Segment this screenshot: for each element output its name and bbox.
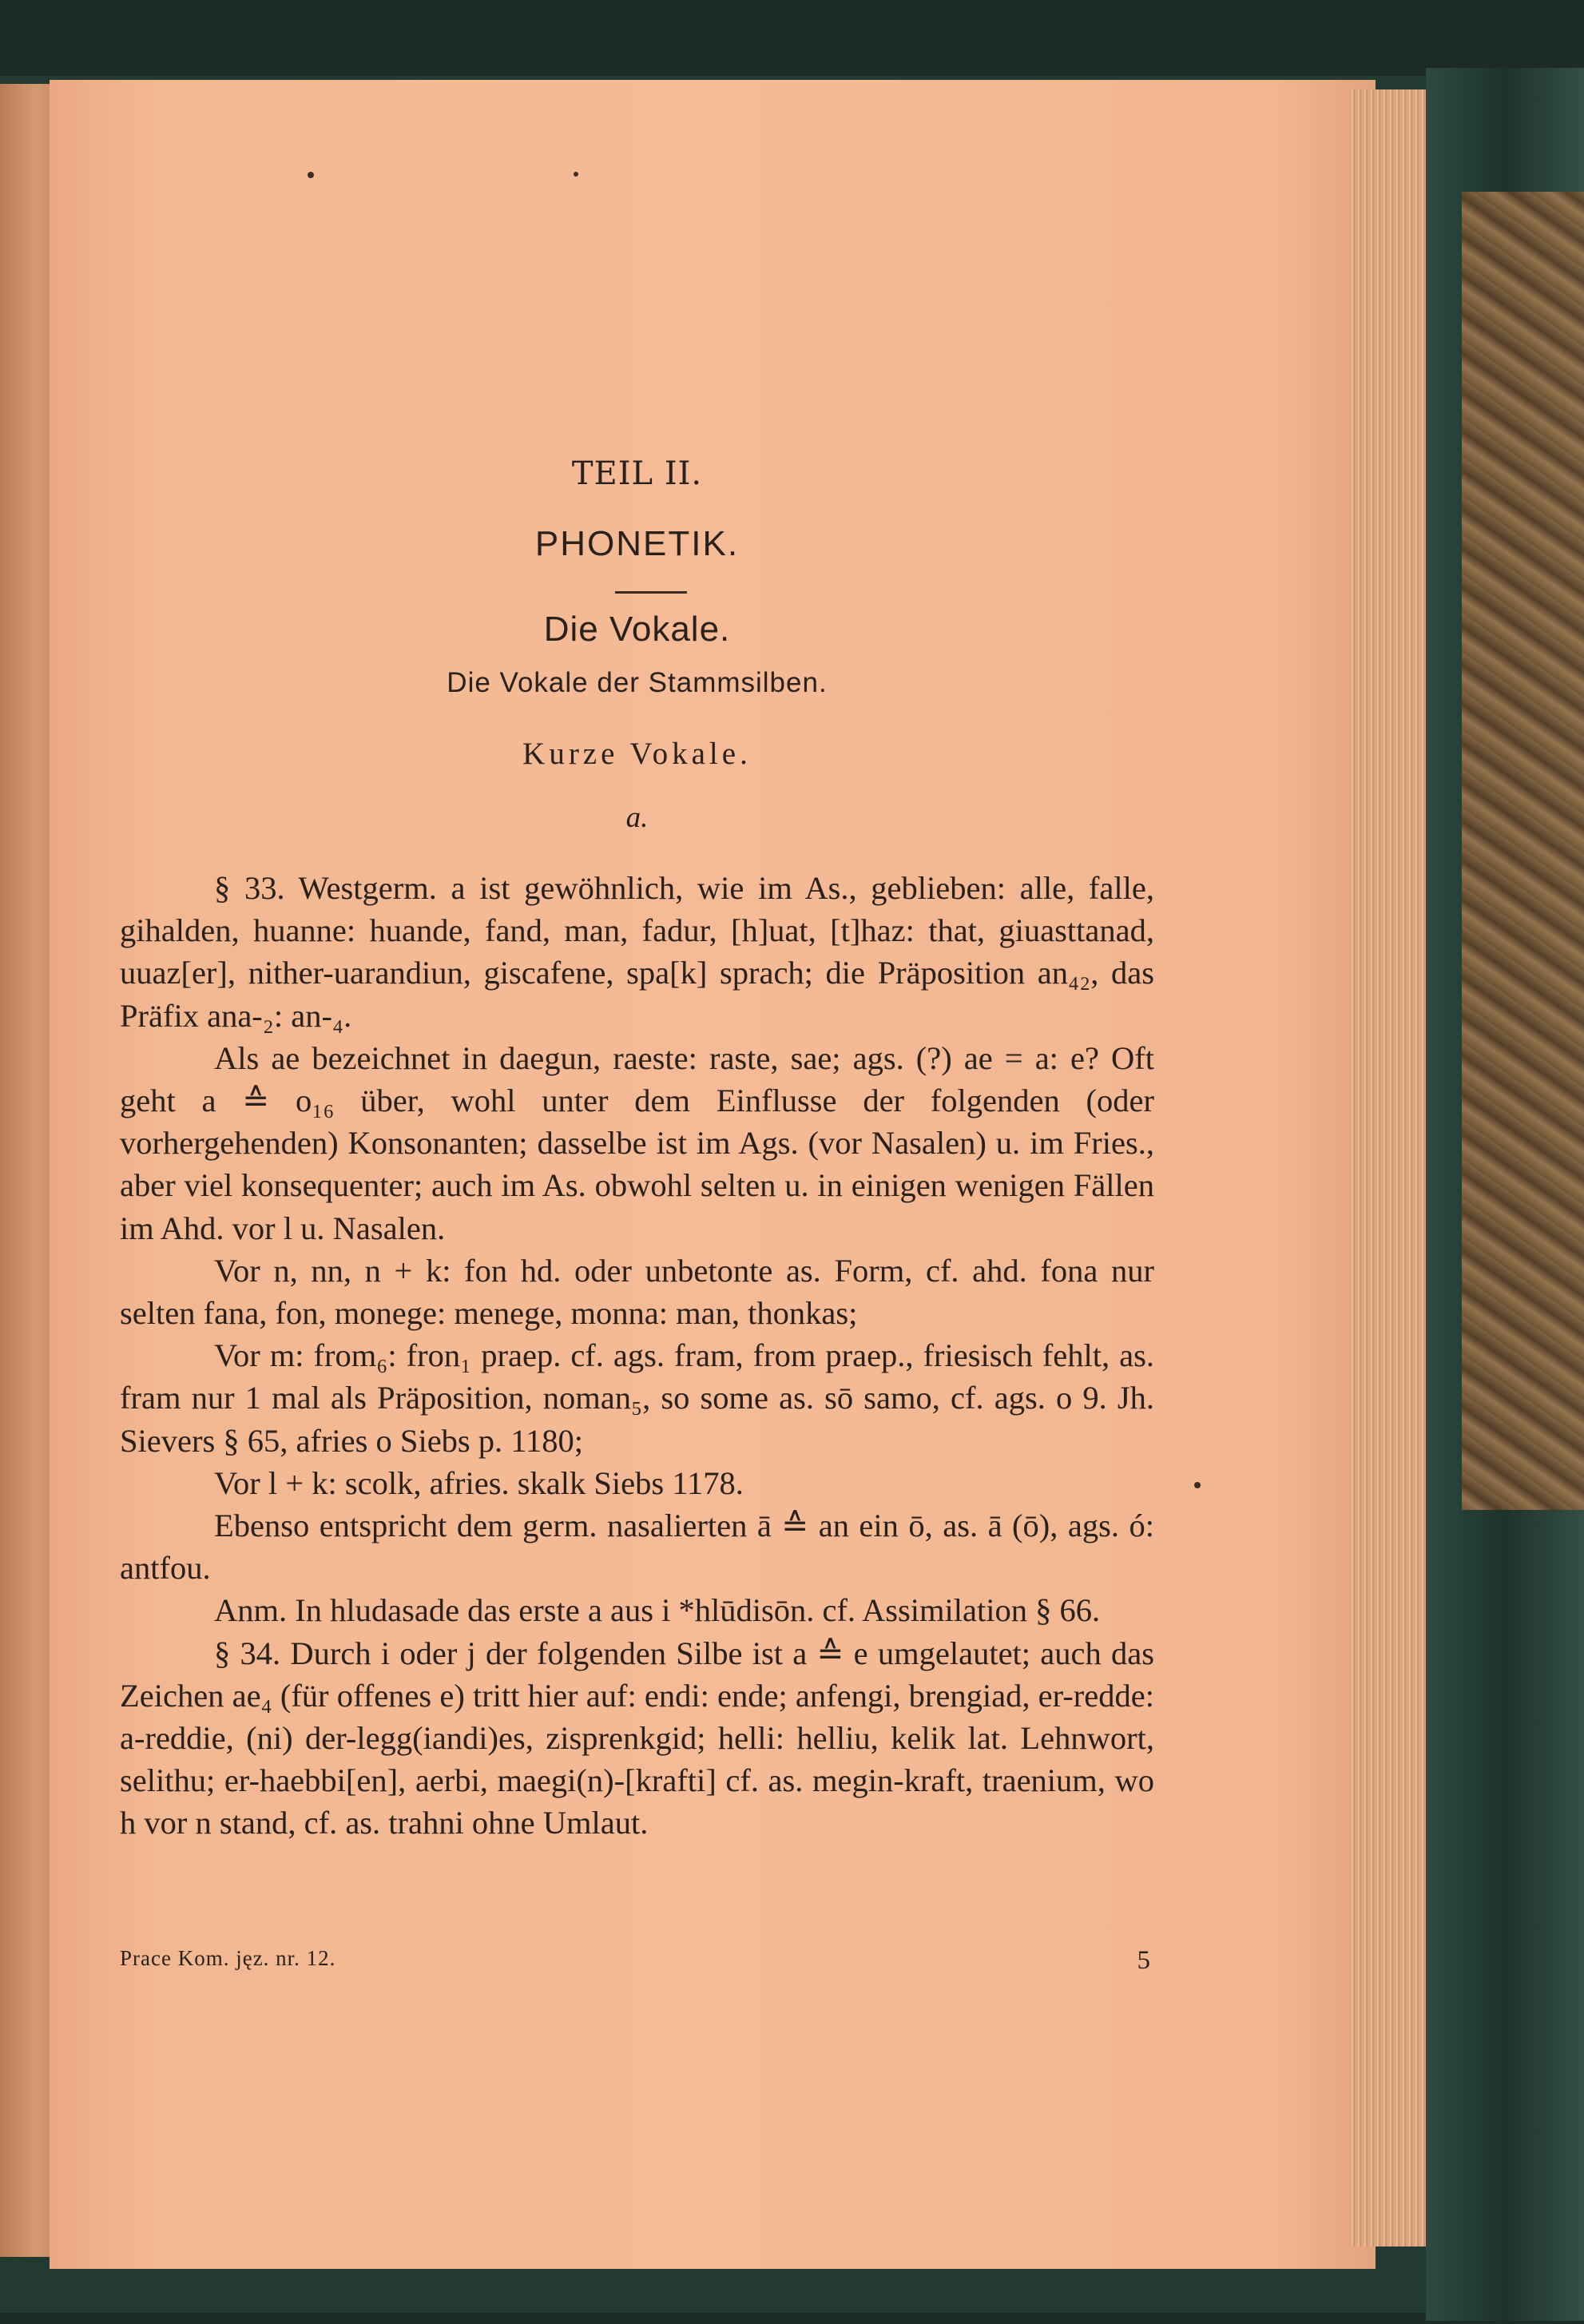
speck (574, 172, 578, 177)
text-block (120, 455, 1154, 1845)
paragraph: Vor l + k: scolk, afries. skalk Siebs 1178. (214, 1464, 744, 1501)
speck (1194, 1482, 1201, 1488)
group-heading: Kurze Vokale. (522, 737, 752, 771)
paragraph: Anm. In hludasade das erste a aus i *hlūdisōn. cf. Assimilation § 66. (214, 1592, 1101, 1629)
page-stack-edges (1350, 89, 1426, 2247)
subchapter-heading: Die Vokale der Stammsilben. (447, 667, 828, 698)
marbled-cover (1462, 192, 1584, 1510)
paragraph: Ebenso entspricht dem germ. nasalierten ā ≙ an ein ō, as. ā (ō), ags. ó: antfou. (120, 1508, 1154, 1587)
body-text (120, 867, 1154, 1845)
section-heading: PHONETIK. (534, 524, 740, 563)
chapter-heading: Die Vokale. (543, 610, 731, 649)
page-number: 5 (1137, 1946, 1150, 1975)
heading-rule (615, 591, 687, 594)
paragraph: Als ae bezeichnet in daegun, raeste: raste, sae; ags. (?) ae = a: e? Oft geht a ≙ o₁₆ über, wohl unter dem Einflusse der folgenden (oder vorhergehenden) Konsonanten; dasselbe ist im Ags. (vor Nasalen) u. im Fries., aber viel konsequenter; auch im As. obwohl selten u. in einigen wenigen Fällen im Ahd. vor l u. Nasalen. (120, 1039, 1154, 1246)
series-note: Prace Kom. jęz. nr. 12. (120, 1946, 336, 1970)
speck (308, 172, 314, 178)
letter-heading: a. (625, 801, 649, 834)
paragraph: Vor n, nn, n + k: fon hd. oder unbetonte as. Form, cf. ahd. fona nur selten fana, fon, monege: menege, monna: man, thonkas; (120, 1252, 1154, 1332)
part-heading: TEIL II. (571, 455, 703, 492)
paragraph: § 33. Westgerm. a ist gewöhnlich, wie im As., geblieben: alle, falle, gihalden, huanne: huande, fand, man, fadur, [h]uat, [t]haz: that, giuasttanad, uuaz[er], nither-uarandiun, giscafene, spa[k] sprach; die Präposition an₄₂, das Präfix ana-₂: an-₄. (120, 870, 1154, 1034)
paragraph: § 34. Durch i oder j der folgenden Silbe ist a ≙ e umgelautet; auch das Zeichen ae₄ (für offenes e) tritt hier auf: endi: ende; anfengi, brengiad, er-redde: a-reddie, (ni) der-legg(iandi)es, zisprenkgid; helli: helliu, kelik lat. Lehnwort, selithu; er-haebbi[en], aerbi, maegi(n)-[krafti] cf. as. megin-kraft, traenium, wo h vor n stand, cf. as. trahni ohne Umlaut. (120, 1635, 1154, 1841)
paragraph: Vor m: from₆: fron₁ praep. cf. ags. fram, from praep., friesisch fehlt, as. fram nur 1 mal als Präposition, noman₅, so some as. sō samo, cf. ags. o 9. Jh. Sievers § 65, afries o Siebs p. 1180; (120, 1337, 1154, 1459)
